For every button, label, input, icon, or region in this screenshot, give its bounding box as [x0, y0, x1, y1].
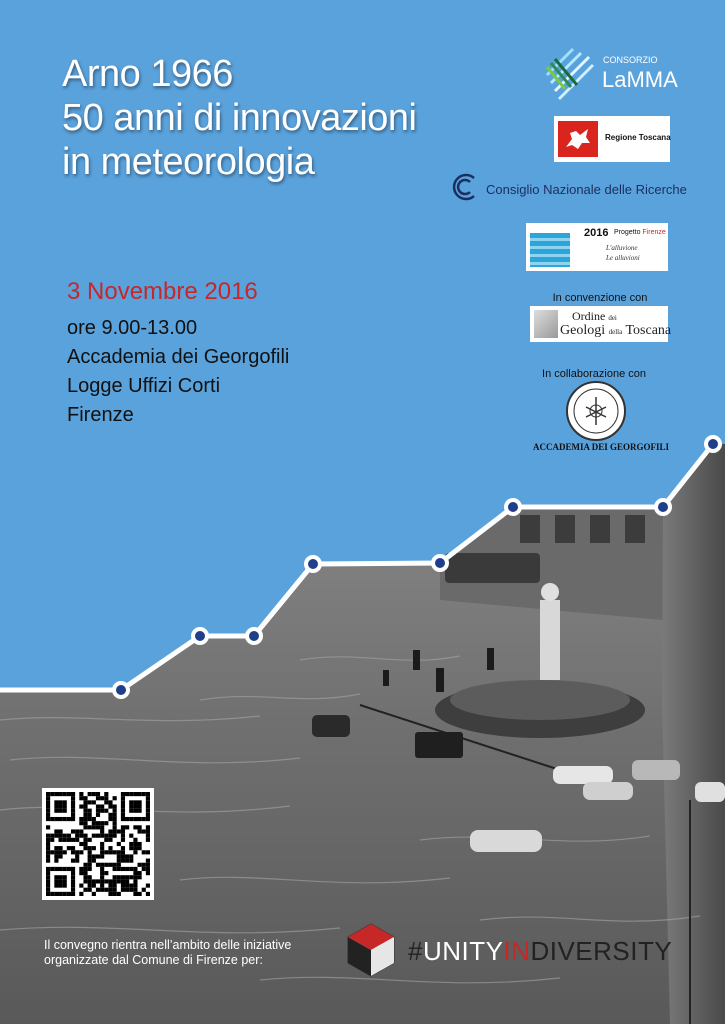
line-dot — [656, 500, 670, 514]
regione-toscana-logo — [554, 116, 670, 162]
cnr-icon — [446, 172, 480, 202]
line-dot — [247, 629, 261, 643]
lamma-stripes-icon — [545, 45, 597, 103]
pegasus-icon — [558, 121, 598, 157]
progetto-label — [614, 229, 666, 236]
line-dot — [706, 437, 720, 451]
line-dot — [433, 556, 447, 570]
event-details — [67, 314, 289, 430]
progetto-wave-icon — [530, 233, 570, 267]
geologi-line1 — [572, 309, 617, 324]
geologi-dei: dei — [608, 314, 617, 322]
event-time: ore 9.00-13.00 — [67, 317, 198, 339]
collaborazione-label: In collaborazione con — [542, 368, 646, 380]
line-dot — [193, 629, 207, 643]
georgofili-seal — [566, 381, 626, 441]
ordine-geologi-logo — [530, 306, 672, 342]
progetto-line2: Le alluvioni — [606, 254, 640, 262]
footer-line2: organizzate dal Comune di Firenze per: — [44, 953, 263, 967]
qr-code — [42, 788, 154, 900]
event-address: Logge Uffizi Corti — [67, 375, 221, 397]
title-line: Arno 1966 — [62, 53, 233, 95]
line-dot — [506, 500, 520, 514]
title-line: 50 anni di innovazioni — [62, 97, 417, 139]
regione-label: Regione Toscana — [605, 133, 671, 142]
geologi-toscana: Toscana — [625, 323, 672, 338]
event-venue: Accademia dei Georgofili — [67, 346, 290, 368]
event-date: 3 Novembre 2016 — [67, 278, 258, 305]
unity-in: IN — [503, 936, 531, 966]
lamma-name: LaMMA — [602, 67, 678, 92]
unity-in-diversity — [408, 936, 672, 967]
georgofili-name: ACCADEMIA DEI GEORGOFILI — [532, 442, 669, 452]
geologi-della: della — [608, 328, 623, 336]
line-dot — [114, 683, 128, 697]
unity-diversity: DIVERSITY — [530, 936, 673, 966]
cnr-logo — [446, 172, 710, 204]
lamma-consorzio: CONSORZIO — [603, 55, 658, 65]
event-city: Firenze — [67, 404, 134, 426]
line-dot — [306, 557, 320, 571]
lamma-logo — [545, 45, 685, 103]
regione-flag-icon — [558, 121, 598, 157]
progetto-city: Firenze — [642, 229, 666, 236]
convenzione-label: In convenzione con — [552, 292, 648, 304]
georgofili-seal-icon — [568, 383, 624, 439]
progetto-firenze-logo — [526, 223, 668, 271]
footer-text — [44, 938, 291, 968]
qr-code-icon — [42, 788, 154, 900]
footer-line1: Il convegno rientra nell’ambito delle iniziative — [44, 938, 292, 952]
geologi-line2 — [560, 323, 671, 339]
cnr-label: Consiglio Nazionale delle Ricerche — [486, 182, 687, 197]
unity-cube-icon — [346, 922, 396, 978]
progetto-line1: L'alluvione — [606, 244, 638, 252]
poster-title — [62, 52, 417, 184]
unity-hash: # — [408, 936, 423, 966]
unity-word: UNITY — [422, 936, 504, 966]
progetto-year: 2016 — [584, 227, 609, 239]
geologi-ordine: Ordine — [572, 309, 606, 323]
geologi-geologi: Geologi — [560, 323, 606, 338]
progetto-word: Progetto — [614, 229, 641, 236]
title-line: in meteorologia — [62, 141, 315, 183]
geologi-emblem-icon — [534, 310, 558, 338]
